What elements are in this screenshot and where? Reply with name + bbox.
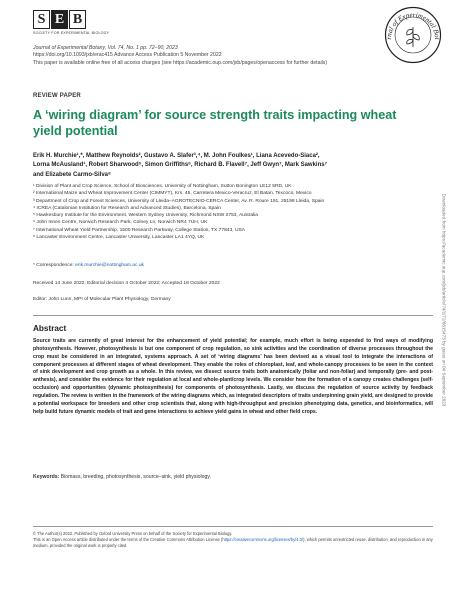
keywords-label: Keywords:: [33, 474, 60, 480]
license-text-pre: This is an Open Access article distributed under the terms of the Creative Commons Attribution License (: [33, 537, 223, 542]
correspondence-label: * Correspondence:: [33, 263, 74, 268]
seb-logo-letter-e: E: [51, 10, 68, 29]
license-text-post: ), which permits unrestricted reuse, distribution, and reproduction in any medium, provided the original work is properly cited.: [33, 537, 433, 548]
affiliation-item: ⁵ Hawkesbury Institute for the Environment, Western Sydney University, Richmond NSW 2753, Australia: [33, 213, 259, 219]
copyright-line: © The Author(s) 2022. Published by Oxford University Press on behalf of the Society for Experimental Biology.: [33, 531, 233, 536]
doi-line[interactable]: https://doi.org/10.1093/jxb/erac415 Advance Access Publication 5 November 2022: [33, 52, 222, 59]
authors-line: Erik H. Murchie¹,*, Matthew Reynolds², Gustavo A. Slafer³,⁴, M. John Foulkes¹, Liana Acevedo-Siaca²,: [33, 153, 320, 159]
journal-seal-logo: [384, 6, 442, 64]
abstract-heading: Abstract: [33, 324, 67, 333]
affiliation-item: ² International Maize and Wheat Improvement Center (CIMMYT), Km. 45, Carretera Mexico-Veracruz, El Batan, Texcoco, Mexico: [33, 191, 312, 197]
license-link[interactable]: https://creativecommons.org/licenses/by/4.0/: [222, 537, 304, 542]
paper-title: A ‘wiring diagram’ for source strength traits impacting wheat yield potential: [33, 108, 397, 138]
open-access-line[interactable]: This paper is available online free of all access charges (see https://academic.oup.com/jxb/pages/openaccess for further details): [33, 59, 328, 66]
affiliations: [33, 183, 428, 241]
keywords-list: Biomass, breeding, photosynthesis, source–sink, yield physiology.: [60, 474, 211, 480]
copyright-footer: [33, 531, 433, 549]
seb-logo: [33, 10, 86, 29]
section-divider: [33, 315, 433, 316]
article-type: REVIEW PAPER: [33, 93, 81, 99]
affiliation-item: ⁶ John Innes Centre, Norwich Research Park, Colney Ln, Norwich NR4 7UH, UK: [33, 220, 208, 226]
affiliation-item: ¹ Division of Plant and Crop Science, School of Biosciences, University of Nottingham, Sutton Bonington LE12 5RD, UK: [33, 184, 292, 189]
author-list: [33, 152, 423, 180]
license-line: [33, 537, 433, 549]
society-name: SOCIETY FOR EXPERIMENTAL BIOLOGY: [33, 31, 110, 35]
journal-citation: Journal of Experimental Botany, Vol. 74, No. 1 pp. 72–90, 2023: [33, 45, 178, 51]
affiliation-item: ⁸ Lancaster Environment Centre, Lancaster University, Lancaster LA1 4YQ, UK: [33, 235, 205, 241]
seb-logo-letter-b: B: [69, 10, 86, 29]
abstract-body: Source traits are currently of great interest for the enhancement of yield potential; for example, much effort is being expended to find ways of modifying photosynthesis. However, photosynthesis is but one component of crop regulation, so sink activities and the coordination of diverse processes throughout the crop must be considered in an integrated, systems approach. A set of ‘wiring diagrams’ has been devised as a visual tool to integrate the interactions of component processes at different stages of wheat development. They enable the roles of chloroplast, leaf, and whole-canopy processes to be seen in the context of sink development and crop growth as a whole. In this review, we dissect source traits both anatomically (foliar and non-foliar) and temporally (pre- and post-anthesis), and consider the evidence for their regulation at local and whole-plant/crop levels. We consider how the formation of a canopy creates challenges (self-occlusion) and opportunities (dynamic photosynthesis) for components of photosynthesis. Lastly, we discuss the regulation of source activity by feedback regulation. The review is written in the framework of the wiring diagrams which, as integrated descriptors of traits underpinning grain yield, are designed to provide a potential workspace for breeders and other crop scientists that, along with high-throughput and precision phenotyping data, genetics, and bioinformatics, will help build future dynamic models of trait and gene interactions to achieve yield gains in wheat and other field crops.: [33, 338, 433, 415]
affiliation-item: ³ Department of Crop and Forest Sciences, University of Lleida–AGROTECNIO-CERCA Center, Av. R. Roure 191, 25198 Lleida, Spain: [33, 198, 325, 204]
correspondence-email-link[interactable]: erik.murchie@nottingham.ac.uk: [75, 263, 144, 268]
correspondence: [33, 263, 144, 268]
footer-divider: [33, 526, 433, 527]
seb-logo-letter-s: S: [33, 10, 50, 29]
authors-line: Lorna McAusland¹, Robert Sharwood⁵, Simon Griffiths⁶, Richard B. Flavell⁷, Jeff Gwyn⁷, Mark Sawkins⁷: [33, 162, 328, 169]
received-dates: Received 14 June 2022; Editorial decision 4 October 2022; Accepted 18 October 2022: [33, 281, 220, 286]
affiliation-item: ⁴ ICREA (Catalonian Institution for Research and Advanced Studies), Barcelona, Spain: [33, 205, 221, 211]
editor-line: Editor: John Lunn, MPI of Molecular Plant Physiology, Germany: [33, 297, 171, 302]
keywords: [33, 474, 433, 480]
affiliation-item: ⁷ International Wheat Yield Partnership, 1500 Research Parkway, College Station, TX 77843, USA: [33, 227, 246, 233]
journal-meta: [33, 45, 363, 67]
download-watermark: Downloaded from https://academic.oup.com/jxb/article/74/1/72/6815473 by guest on 04 September 2023: [441, 193, 447, 407]
seal-text: rnal of Experimental Bot: [384, 10, 442, 40]
authors-line: and Elizabete Carmo-Silva⁸: [33, 171, 111, 178]
